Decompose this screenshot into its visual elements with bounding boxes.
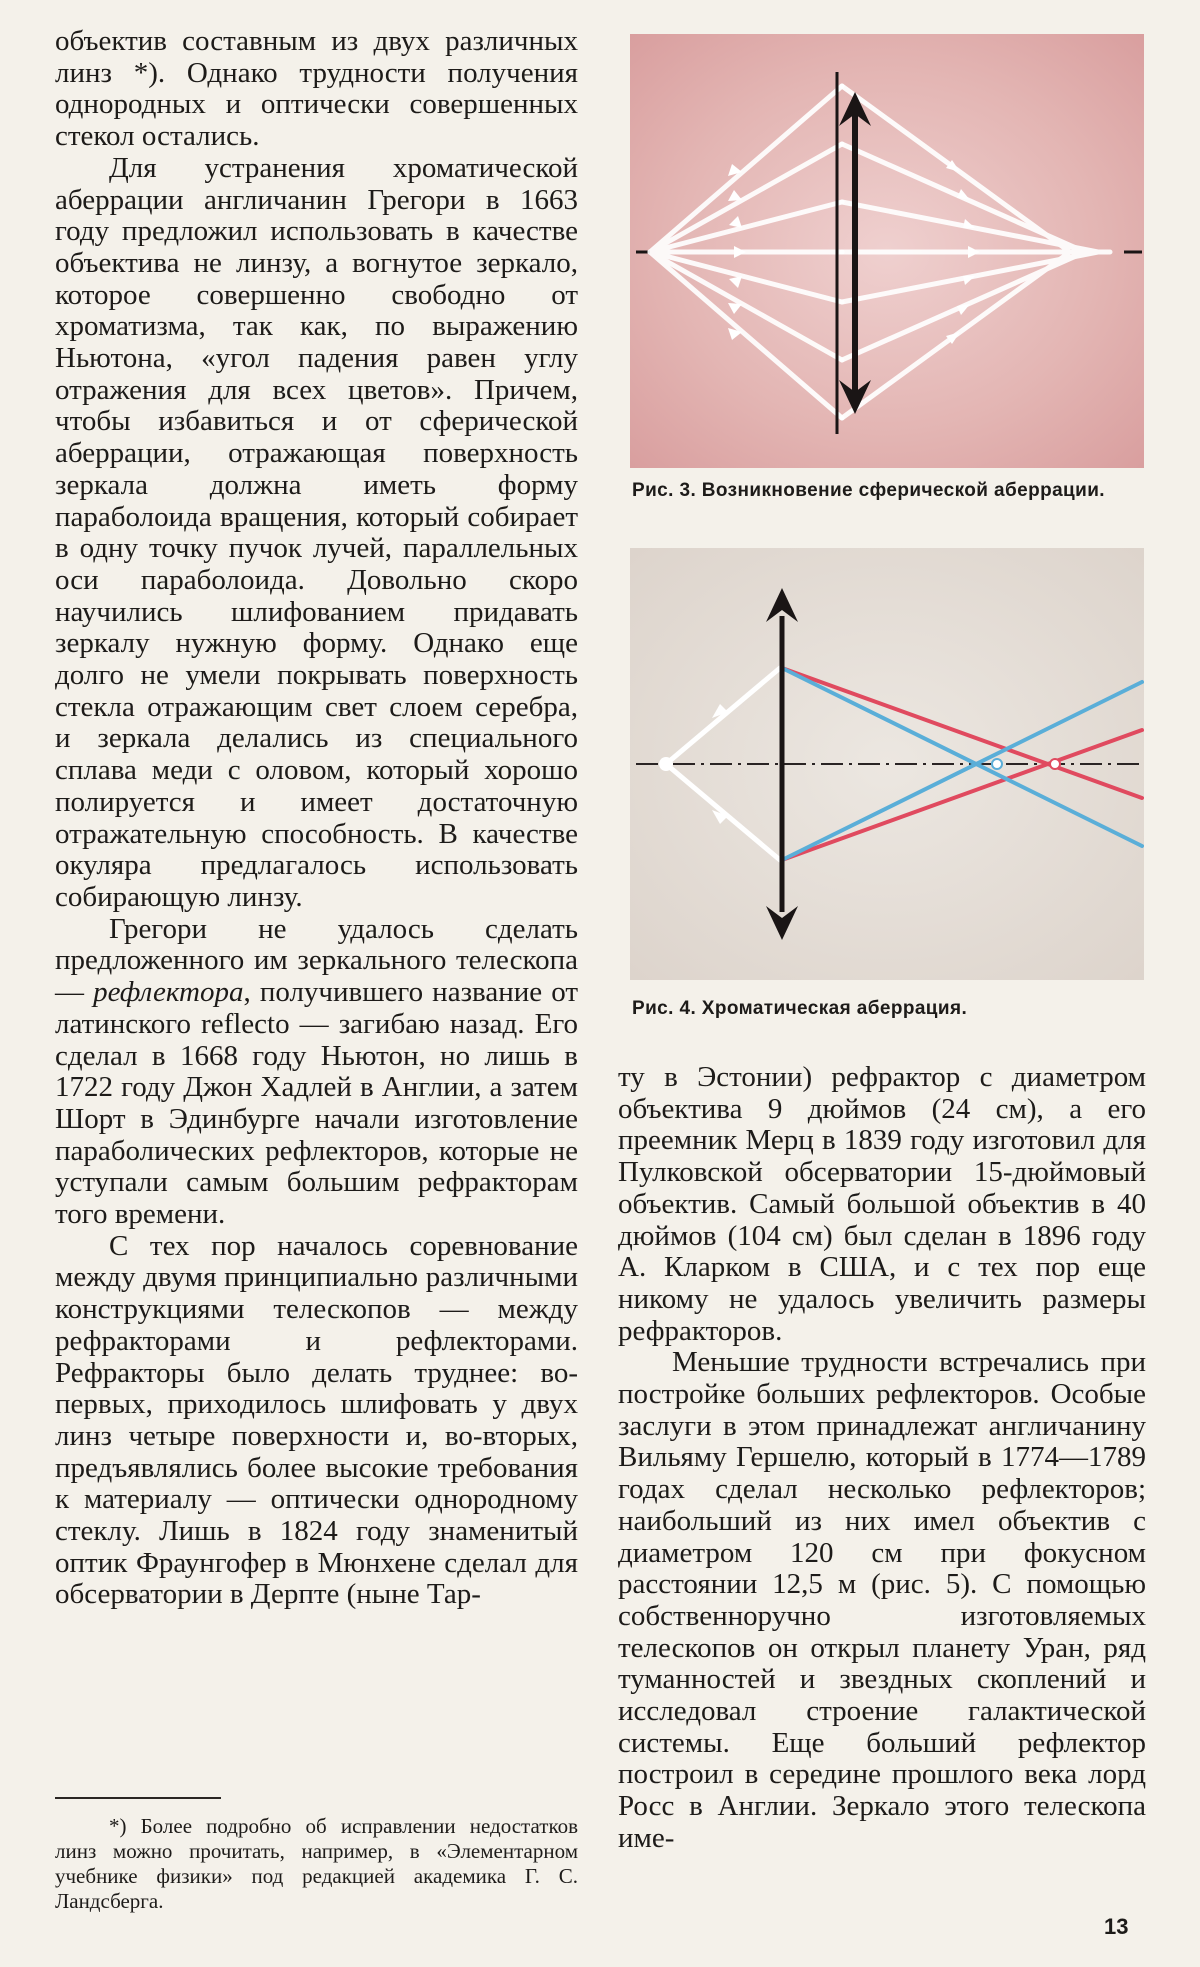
blue-focus-point xyxy=(992,759,1002,769)
right-column xyxy=(618,1062,1146,1855)
paragraph-2: Для устранения хроматической аберрации англичанин Грегори в 1663 году предложил использовать в качестве объектива не линзу, а вогнутое зеркало, которое совершенно свободно от хроматизма, так как, по выражению Ньютона, «угол падения равен углу отражения для всех цветов». Причем, чтобы избавиться и от сферической аберрации, отражающая поверхность зеркала должна иметь форму параболоида вращения, который собирает в одну точку пучок лучей, параллельных оси параболоида. Довольно скоро научились шлифованием придавать зеркалу нужную форму. Однако еще долго не умели покрывать поверхность стекла отражающим свет слоем серебра, и зеркала делались из специального сплава меди с оловом, который хорошо полируется и имеет достаточную отражательную способность. В качестве окуляра предлагалось использовать собирающую линзу. xyxy=(55,151,578,913)
footnote xyxy=(55,1814,578,1914)
paragraph-1: объектив составным из двух различных линз *). Однако трудности получения однородных и оптически совершенных стекол остались. xyxy=(55,25,578,153)
term-reflector: рефлектора xyxy=(93,976,244,1009)
figure-4-illustration xyxy=(630,548,1144,980)
paragraph-3-rest: , получившего название от латинского reflecto — загибаю назад. Его сделал в 1668 году Ньютон, но лишь в 1722 году Джон Хадлей в Англии, а затем Шорт в Эдинбурге начали изготовление параболических рефлекторов, которые не уступали самым большим рефракторам того времени. xyxy=(55,976,579,1231)
footnote-text: *) Более подробно об исправлении недостатков линз можно прочитать, например, в «Элементарном учебнике физики» под редакцией академика Г. С. Ландсберга. xyxy=(55,1814,578,1913)
paragraph-6: Меньшие трудности встречались при постройке больших рефлекторов. Особые заслуги в этом принадлежат англичанину Вильяму Гершелю, который в 1774—1789 годах сделал несколько рефлекторов; наибольший из них имел объектив с диаметром 120 см при фокусном расстоянии 12,5 м (рис. 5). С помощью собственноручно изготовляемых телескопов он открыл планету Уран, ряд туманностей и звездных скоплений и исследовал строение галактической системы. Еще больший рефлектор построил в середине прошлого века лорд Росс в Англии. Зеркало этого телескопа име- xyxy=(618,1346,1146,1854)
paragraph-3 xyxy=(55,914,578,1231)
left-column xyxy=(55,26,578,1611)
figure-4-chromatic-aberration xyxy=(630,548,1144,980)
figure-3-caption: Рис. 3. Возникновение сферической аберрации. xyxy=(632,480,1105,501)
footnote-divider xyxy=(55,1797,221,1799)
figure-3-spherical-aberration xyxy=(630,34,1144,468)
paragraph-3-start: Грегори не удалось сделать предложенного им зеркального телескопа — xyxy=(55,912,578,1009)
page-number: 13 xyxy=(1104,1914,1129,1939)
figure-4-caption: Рис. 4. Хроматическая аберрация. xyxy=(632,998,968,1019)
paragraph-4: С тех пор началось соревнование между двумя принципиально различными конструкциями телескопов — между рефракторами и рефлекторами. Рефракторы было делать труднее: во-первых, приходилось шлифовать у двух линз четыре поверхности и, во-вторых, предъявлялись более высокие требования к материалу — оптически однородному стеклу. Лишь в 1824 году знаменитый оптик Фраунгофер в Мюнхене сделал для обсерватории в Дерпте (ныне Тар- xyxy=(55,1229,578,1611)
figure-3-illustration xyxy=(630,34,1144,468)
paragraph-5: ту в Эстонии) рефрактор с диаметром объектива 9 дюймов (24 см), а его преемник Мерц в 1839 году изготовил для Пулковской обсерватории 15-дюймовый объектив. Самый большой объектив в 40 дюймов (104 см) был сделан в 1896 году А. Кларком в США, и с тех пор еще никому не удалось увеличить размеры рефракторов. xyxy=(618,1061,1146,1347)
red-focus-point xyxy=(1050,759,1060,769)
